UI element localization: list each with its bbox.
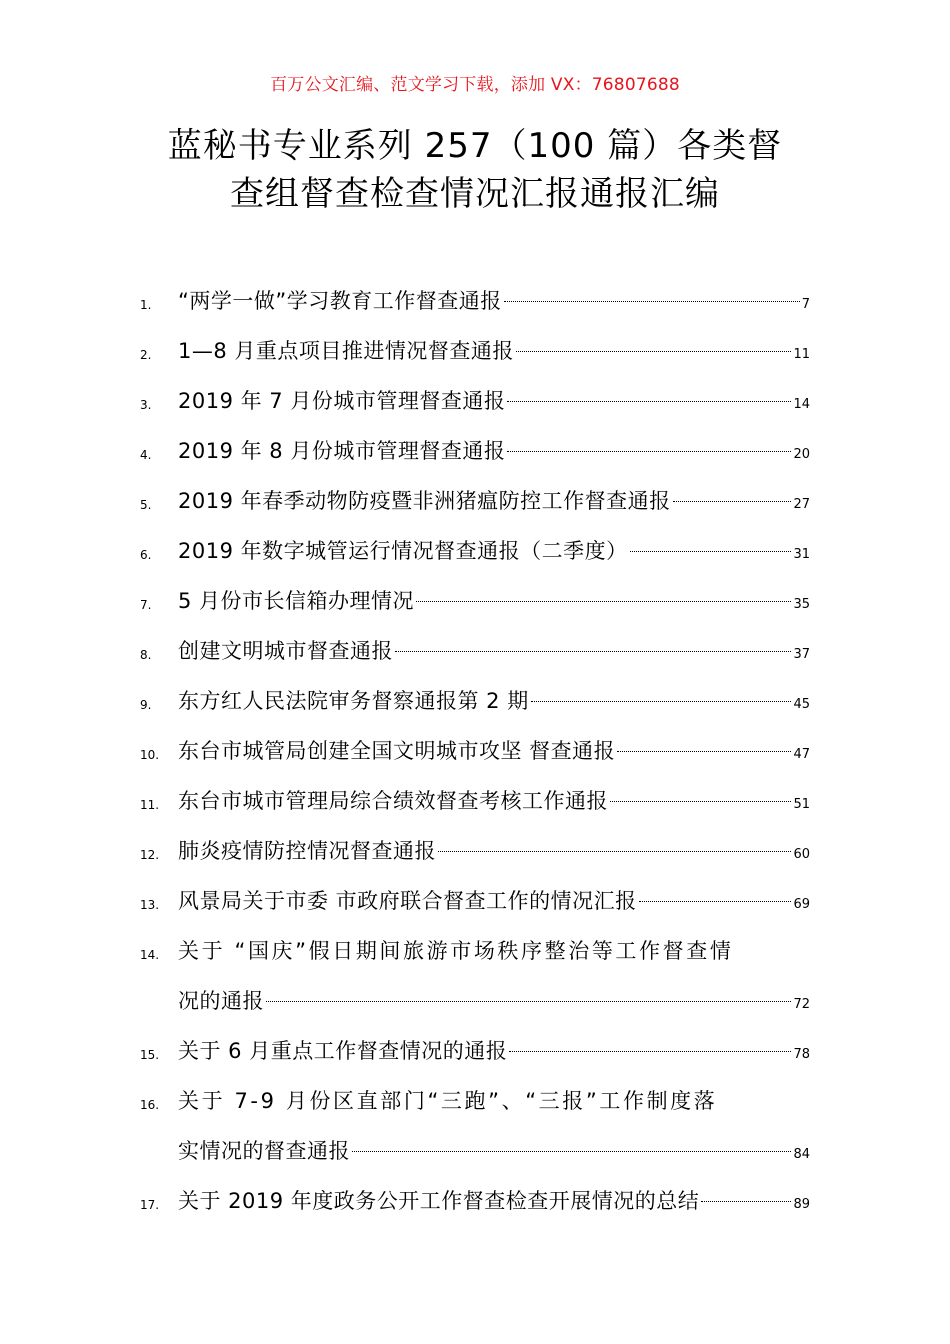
toc-entry-title-line-2: 况的通报 <box>178 989 264 1013</box>
toc-entry-page: 35 <box>793 597 810 612</box>
toc-entry-number: 12. <box>140 848 160 862</box>
toc-entry-number: 14. <box>140 948 160 962</box>
toc-leader-dots <box>352 1151 791 1152</box>
toc-entry[interactable] <box>140 576 810 626</box>
toc-entry[interactable] <box>140 876 810 926</box>
toc-entry[interactable] <box>140 1176 810 1226</box>
toc-entry-title: 2019 年春季动物防疫暨非洲猪瘟防控工作督查通报 <box>178 489 671 513</box>
promo-banner: 百万公文汇编、范文学习下载，添加 VX：76807688 <box>270 75 680 95</box>
toc-leader-dots <box>266 1001 791 1002</box>
toc-leader-dots <box>516 351 792 352</box>
toc-entry-page: 51 <box>793 797 810 812</box>
toc-entry-page: 11 <box>793 347 810 362</box>
toc-leader-dots <box>395 651 791 652</box>
toc-leader-dots <box>507 401 791 402</box>
toc-entry-number: 16. <box>140 1098 160 1112</box>
toc-entry-title: 风景局关于市委 市政府联合督查工作的情况汇报 <box>178 889 637 913</box>
toc-entry-page: 69 <box>793 897 810 912</box>
toc-entry-title: 肺炎疫情防控情况督查通报 <box>178 839 436 863</box>
toc-entry-page: 78 <box>793 1047 810 1062</box>
toc-leader-dots <box>416 601 791 602</box>
toc-leader-dots <box>630 551 792 552</box>
toc-entry[interactable] <box>140 726 810 776</box>
toc-entry-number: 1. <box>140 298 152 312</box>
toc-entry-title: 2019 年 8 月份城市管理督查通报 <box>178 439 506 463</box>
toc-entry-title: 东台市城市管理局综合绩效督查考核工作通报 <box>178 789 608 813</box>
title-line-2: 查组督查检查情况汇报通报汇编 <box>230 174 720 214</box>
toc-entry[interactable] <box>140 1076 810 1176</box>
toc-entry-page: 31 <box>793 547 810 562</box>
toc-leader-dots <box>507 451 791 452</box>
document-title <box>120 122 830 218</box>
toc-entry[interactable] <box>140 926 810 1026</box>
toc-entry-number: 10. <box>140 748 160 762</box>
toc-leader-dots <box>531 701 792 702</box>
toc-entry-title: 创建文明城市督查通报 <box>178 639 393 663</box>
toc-leader-dots <box>673 501 792 502</box>
toc-entry[interactable] <box>140 676 810 726</box>
toc-entry-page: 7 <box>801 297 810 312</box>
toc-entry-title: 2019 年 7 月份城市管理督查通报 <box>178 389 506 413</box>
toc-entry-title: 1—8 月重点项目推进情况督查通报 <box>178 339 514 363</box>
toc-entry-title: 5 月份市长信箱办理情况 <box>178 589 415 613</box>
toc-entry-number: 2. <box>140 348 152 362</box>
toc-entry[interactable] <box>140 776 810 826</box>
toc-entry-page: 72 <box>793 997 810 1012</box>
toc-entry-page: 27 <box>793 497 810 512</box>
toc-entry-title: 关于 6 月重点工作督查情况的通报 <box>178 1039 508 1063</box>
toc-entry[interactable] <box>140 376 810 426</box>
toc-entry-title: 东方红人民法院审务督察通报第 2 期 <box>178 689 529 713</box>
toc-entry-page: 84 <box>793 1147 810 1162</box>
toc-entry-title-line-2: 实情况的督查通报 <box>178 1139 350 1163</box>
toc-entry-number: 13. <box>140 898 160 912</box>
toc-entry[interactable] <box>140 826 810 876</box>
toc-entry-number: 11. <box>140 798 160 812</box>
toc-entry-title: 东台市城管局创建全国文明城市攻坚 督查通报 <box>178 739 616 763</box>
toc-leader-dots <box>509 1051 791 1052</box>
toc-entry[interactable] <box>140 626 810 676</box>
title-line-1: 蓝秘书专业系列 257（100 篇）各类督 <box>167 126 783 166</box>
toc-entry-number: 9. <box>140 698 152 712</box>
toc-leader-dots <box>639 901 792 902</box>
toc-entry-number: 17. <box>140 1198 160 1212</box>
toc-entry[interactable] <box>140 276 810 326</box>
toc-entry-page: 20 <box>793 447 810 462</box>
toc-entry-number: 8. <box>140 648 152 662</box>
table-of-contents <box>140 276 810 1226</box>
toc-entry-page: 37 <box>793 647 810 662</box>
toc-entry-number: 4. <box>140 448 152 462</box>
toc-entry-number: 15. <box>140 1048 160 1062</box>
toc-entry[interactable] <box>140 526 810 576</box>
toc-entry-title-line-1: 关于 “国庆”假日期间旅游市场秩序整治等工作督查情 <box>178 939 734 963</box>
toc-leader-dots <box>617 751 791 752</box>
toc-entry[interactable] <box>140 476 810 526</box>
toc-entry-number: 7. <box>140 598 152 612</box>
toc-leader-dots <box>610 801 791 802</box>
toc-entry-page: 14 <box>793 397 810 412</box>
toc-leader-dots <box>701 1201 791 1202</box>
toc-entry[interactable] <box>140 426 810 476</box>
toc-entry-number: 3. <box>140 398 152 412</box>
toc-leader-dots <box>504 301 800 302</box>
toc-entry-number: 5. <box>140 498 152 512</box>
toc-entry-title: 关于 2019 年度政务公开工作督查检查开展情况的总结 <box>178 1189 700 1213</box>
toc-entry-page: 45 <box>793 697 810 712</box>
toc-entry-title-line-1: 关于 7-9 月份区直部门“三跑”、“三报”工作制度落 <box>178 1089 718 1113</box>
toc-entry-page: 60 <box>793 847 810 862</box>
toc-entry[interactable] <box>140 1026 810 1076</box>
toc-entry-number: 6. <box>140 548 152 562</box>
toc-entry[interactable] <box>140 326 810 376</box>
toc-entry-page: 89 <box>793 1197 810 1212</box>
toc-entry-title: 2019 年数字城管运行情况督查通报（二季度） <box>178 539 628 563</box>
toc-entry-page: 47 <box>793 747 810 762</box>
toc-leader-dots <box>438 851 791 852</box>
toc-entry-title: “两学一做”学习教育工作督查通报 <box>178 289 502 313</box>
